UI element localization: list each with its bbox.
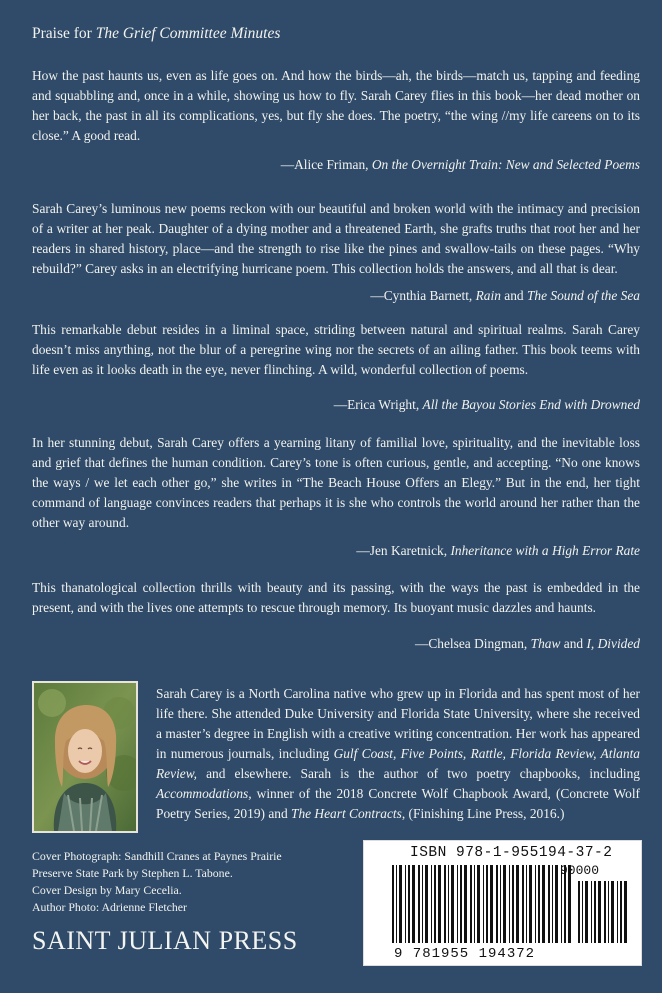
barcode-bar xyxy=(470,865,472,943)
barcode-bar xyxy=(451,865,454,943)
barcode-bar xyxy=(516,865,519,943)
addon-barcode xyxy=(578,881,630,943)
barcode-bar xyxy=(608,881,609,943)
praise-prefix: Praise for xyxy=(32,25,96,42)
attribution-2-name: —Cynthia Barnett, xyxy=(370,288,476,303)
credit-line: Cover Design by Mary Cecelia. xyxy=(32,883,182,897)
barcode-bar xyxy=(582,881,583,943)
barcode-bar xyxy=(604,881,606,943)
barcode-bar xyxy=(617,881,618,943)
barcode-bar xyxy=(503,865,506,943)
barcode-bar xyxy=(444,865,446,943)
barcode-bar xyxy=(464,865,467,943)
barcode-bar xyxy=(396,865,397,943)
barcode-bar xyxy=(542,865,545,943)
barcode-bar xyxy=(509,865,510,943)
bio-part-1: Sarah Carey is a North Carolina native who grew up in Florida and has spent most of her life there. She attended Duke University and Florida State University, where she received a master’s degree in English with a creative writing concentration. Her work has appeared in numerous journals, including xyxy=(156,686,640,761)
barcode-bar xyxy=(585,881,588,943)
barcode-bar xyxy=(422,865,423,943)
blurb-1: How the past haunts us, even as life goes on. And how the birds—ah, the birds—match us, tapping and feeding and squabbling and, once in a while, showing us how to fly. Sarah Carey flies in this book—her dead mother on her back, the past in all its complications, yes, but fly she does. The poetry, “the wing //my life careens on to its close.” A good read. xyxy=(32,68,640,143)
ean-barcode xyxy=(392,865,572,943)
blurb-4: In her stunning debut, Sarah Carey offers a yearning litany of familial love, spirituality, and the inevitable loss and grief that defines the human condition. Carey’s tone is often curious, gentle, and accepting. “No one knows the ways / we let each other go,” she writes in “The Beach House Offers an Elegy.” But in the end, her tight command of language convinces readers that perhaps it is she who controls the world around her rather than the other way around. xyxy=(32,435,640,530)
isbn-barcode-box xyxy=(363,840,642,966)
barcode-bar xyxy=(457,865,458,943)
blurb-5: This thanatological collection thrills with beauty and its passing, with the ways the past is embedded in the present, and with the lives one attempts to rescue through memory. Its buoyant music dazzles and haunts. xyxy=(32,580,640,615)
bio-chapbook-1: Accommodations, xyxy=(156,786,252,801)
barcode-bar xyxy=(598,881,601,943)
barcode-bar xyxy=(591,881,592,943)
praise-book-title: The Grief Committee Minutes xyxy=(95,25,281,42)
blurb-3: This remarkable debut resides in a liminal space, striding between natural and spiritual realms. Sarah Carey doesn’t miss anything, not the blur of a peregrine wing nor the secrets of an ailing father. This book teems with life even as it looks death in the eye, never flinching. A wild, wonderful collection of poems. xyxy=(32,322,640,377)
attribution-2-work-1: Rain xyxy=(475,288,501,303)
attribution-3 xyxy=(334,397,640,413)
barcode-bar xyxy=(434,865,436,943)
author-portrait-illustration xyxy=(34,683,136,831)
barcode-bar xyxy=(460,865,462,943)
barcode-bar xyxy=(512,865,514,943)
barcode-bar xyxy=(624,881,627,943)
barcode-bar xyxy=(418,865,420,943)
barcode-bar xyxy=(594,881,596,943)
blurb-2: Sarah Carey’s luminous new poems reckon with our beautiful and broken world with the intimacy and precision of a writer at her peak. Daughter of a dying mother and a threatened Earth, she grafts truths that root her and her readers in shared history, place—and the strength to rise like the pines and swallow-tails on these pages. “Why rebuild?” Carey asks in an electrifying hurricane poem. This collection holds the answers, and all that is dear. xyxy=(32,201,640,276)
barcode-bar xyxy=(486,865,488,943)
barcode-bar xyxy=(529,865,532,943)
praise-heading xyxy=(32,25,280,43)
credit-line: Cover Photograph: Sandhill Cranes at Paynes Prairie xyxy=(32,849,282,863)
author-bio xyxy=(156,684,640,824)
barcode-bar xyxy=(548,865,550,943)
attribution-3-works: All the Bayou Stories End with Drowned xyxy=(422,397,640,412)
author-photo xyxy=(32,681,138,833)
barcode-bar xyxy=(392,865,394,943)
attribution-5-work-1: Thaw xyxy=(530,636,561,651)
bio-chapbook-2: The Heart Contracts xyxy=(291,806,402,821)
bio-journals: Gulf Coast, Five Points, Rattle, Florida Review, Atlanta Review, xyxy=(156,746,640,781)
barcode-bar xyxy=(412,865,415,943)
barcode-bar xyxy=(431,865,432,943)
barcode-bar xyxy=(611,881,614,943)
attribution-2-work-2: The Sound of the Sea xyxy=(526,288,640,303)
attribution-1-name: —Alice Friman, xyxy=(280,157,372,172)
attribution-2 xyxy=(370,288,640,304)
credit-line: Author Photo: Adrienne Fletcher xyxy=(32,900,187,914)
attribution-5-and: and xyxy=(560,636,587,651)
bio-part-2: and elsewhere. Sarah is the author of two poetry chapbooks, including xyxy=(197,766,640,781)
price-code-text: 90000 xyxy=(560,863,600,878)
barcode-bar xyxy=(408,865,410,943)
barcode-bar xyxy=(620,881,622,943)
barcode-bar xyxy=(552,865,553,943)
barcode-bar xyxy=(496,865,498,943)
barcode-bar xyxy=(535,865,536,943)
attribution-3-name: —Erica Wright, xyxy=(333,397,423,412)
attribution-4-name: —Jen Karetnick, xyxy=(356,543,451,558)
barcode-bar xyxy=(522,865,524,943)
barcode-bar xyxy=(425,865,428,943)
barcode-bar xyxy=(578,881,580,943)
attribution-1 xyxy=(281,157,640,173)
publisher-name: SAINT JULIAN PRESS xyxy=(32,926,298,955)
attribution-5 xyxy=(415,636,640,652)
barcode-bar xyxy=(438,865,441,943)
barcode-bar xyxy=(474,865,475,943)
barcode-digits: 9 781955 194372 xyxy=(394,946,536,962)
barcode-bar xyxy=(526,865,527,943)
barcode-bar xyxy=(448,865,449,943)
barcode-bar xyxy=(490,865,493,943)
barcode-bar xyxy=(399,865,402,943)
barcode-bar xyxy=(500,865,501,943)
attribution-2-and: and xyxy=(500,288,527,303)
barcode-bar xyxy=(483,865,484,943)
credit-line: Preserve State Park by Stephen L. Tabone. xyxy=(32,866,233,880)
cover-credits xyxy=(32,848,282,916)
attribution-5-name: —Chelsea Dingman, xyxy=(414,636,531,651)
attribution-5-work-2: I, Divided xyxy=(586,636,640,651)
isbn-text: ISBN 978-1-955194-37-2 xyxy=(410,845,613,861)
attribution-4-works: Inheritance with a High Error Rate xyxy=(450,543,640,558)
barcode-bar xyxy=(405,865,406,943)
barcode-bar xyxy=(555,865,558,943)
barcode-bar xyxy=(538,865,540,943)
barcode-bar xyxy=(477,865,480,943)
attribution-1-works: On the Overnight Train: New and Selected Poems xyxy=(371,157,640,172)
attribution-4 xyxy=(356,543,640,559)
bio-part-3: winner of the 2018 Concrete Wolf Chapbook Award, (Concrete Wolf Poetry Series, 2019) and xyxy=(156,786,640,821)
bio-part-4: , (Finishing Line Press, 2016.) xyxy=(401,806,565,821)
